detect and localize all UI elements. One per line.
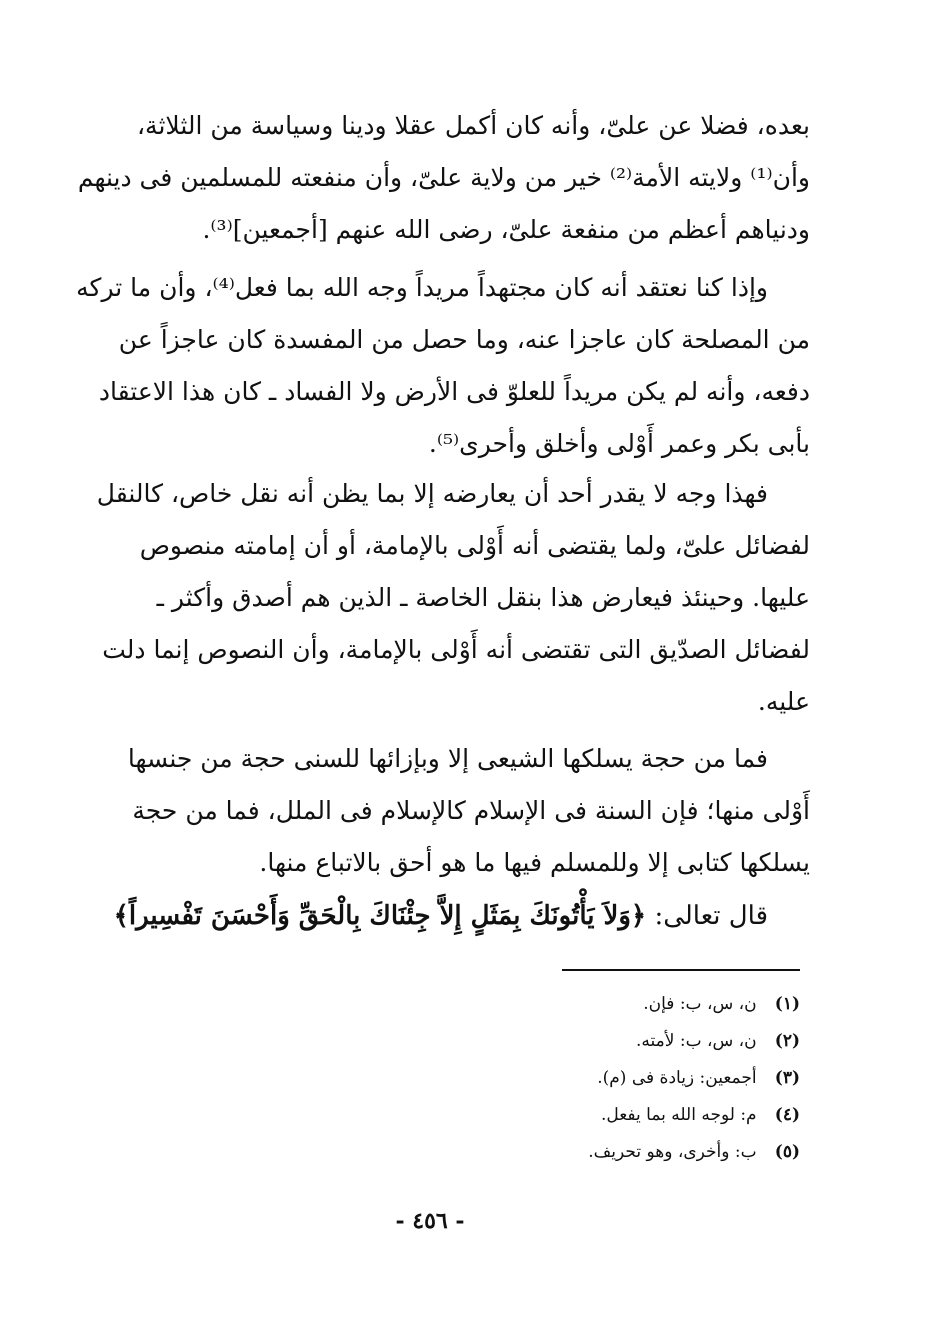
- footnote-1: [380, 986, 800, 1023]
- footnote-text: ن، س، ب: فإن.: [643, 994, 757, 1014]
- footnote-text: ن، س، ب: لأمته.: [635, 1031, 757, 1051]
- footnote-text: م: لوجه الله بما يفعل.: [600, 1105, 757, 1125]
- paragraph-1-line-3: ودنياهم أعظم من منفعة علىّ، رضى الله عنهم [أجمعين]⁽³⁾.: [202, 215, 810, 244]
- paragraph-3-line-4: لفضائل الصدّيق التى تقتضى أنه أَوْلى بالإمامة، وأن النصوص إنما دلت: [102, 635, 810, 664]
- footnote-number: (٣): [774, 1068, 800, 1088]
- page-number: - ٤٥٦ -: [395, 1208, 465, 1234]
- paragraph-2-line-2: من المصلحة كان عاجزا عنه، وما حصل من المفسدة كان عاجزاً عن: [118, 325, 810, 354]
- paragraph-4: [100, 733, 810, 889]
- paragraph-2-line-3: دفعه، وأنه لم يكن مريداً للعلوّ فى الأرض ولا الفساد ـ كان هذا الاعتقاد: [98, 377, 810, 406]
- paragraph-3-line-1: فهذا وجه لا يقدر أحد أن يعارضه إلا بما يظن أنه نقل خاص، كالنقل: [96, 479, 768, 508]
- footnote-number: (٤): [774, 1105, 800, 1125]
- paragraph-1-line-2: وأن⁽¹⁾ ولايته الأمة⁽²⁾ خير من ولاية علىّ، وأن منفعته للمسلمين فى دينهم: [77, 163, 810, 192]
- footnote-3: [380, 1060, 800, 1097]
- paragraph-4-line-1: فما من حجة يسلكها الشيعى إلا وبإزائها للسنى حجة من جنسها: [127, 744, 768, 773]
- paragraph-3-line-2: لفضائل علىّ، ولما يقتضى أنه أَوْلى بالإمامة، أو أن إمامته منصوص: [139, 531, 810, 560]
- footnote-number: (٢): [774, 1031, 800, 1051]
- footnote-divider: [562, 969, 800, 971]
- quran-verse: ﴿وَلاَ يَأْتُونَكَ بِمَثَلٍ إِلاَّ جِئْنَاكَ بِالْحَقِّ وَأَحْسَنَ تَفْسِيراً﴾: [113, 901, 647, 931]
- quran-quote: [100, 890, 810, 942]
- paragraph-3-line-3: عليها. وحينئذ فيعارض هذا بنقل الخاصة ـ الذين هم أصدق وأكثر ـ: [156, 583, 810, 612]
- footnote-5: [380, 1134, 800, 1171]
- paragraph-3: [96, 468, 810, 728]
- paragraph-4-line-3: يسلكها كتابى إلا وللمسلم فيها ما هو أحق بالاتباع منها.: [259, 848, 810, 877]
- footnote-number: (١): [774, 994, 800, 1014]
- footnote-text: أجمعين: زيادة فى (م).: [597, 1068, 757, 1088]
- paragraph-2: [76, 262, 810, 470]
- paragraph-2-line-4: بأبى بكر وعمر أَوْلى وأخلق وأحرى⁽⁵⁾.: [428, 429, 810, 458]
- paragraph-3-line-5: عليه.: [757, 687, 810, 716]
- paragraph-4-line-2: أَوْلى منها؛ فإن السنة فى الإسلام كالإسلام فى الملل، فما من حجة: [132, 796, 810, 825]
- paragraph-2-line-1: وإذا كنا نعتقد أنه كان مجتهداً مريداً وجه الله بما فعل⁽⁴⁾، وأن ما تركه: [76, 273, 768, 302]
- quran-intro: قال تعالى:: [654, 901, 768, 931]
- footnote-4: [380, 1097, 800, 1134]
- footnotes: [380, 986, 800, 1171]
- footnote-number: (٥): [774, 1142, 800, 1162]
- paragraph-1: [77, 100, 810, 256]
- footnote-2: [380, 1023, 800, 1060]
- paragraph-1-line-1: بعده، فضلا عن علىّ، وأنه كان أكمل عقلا ودينا وسياسة من الثلاثة،: [136, 111, 810, 140]
- footnote-text: ب: وأخرى، وهو تحريف.: [588, 1142, 757, 1162]
